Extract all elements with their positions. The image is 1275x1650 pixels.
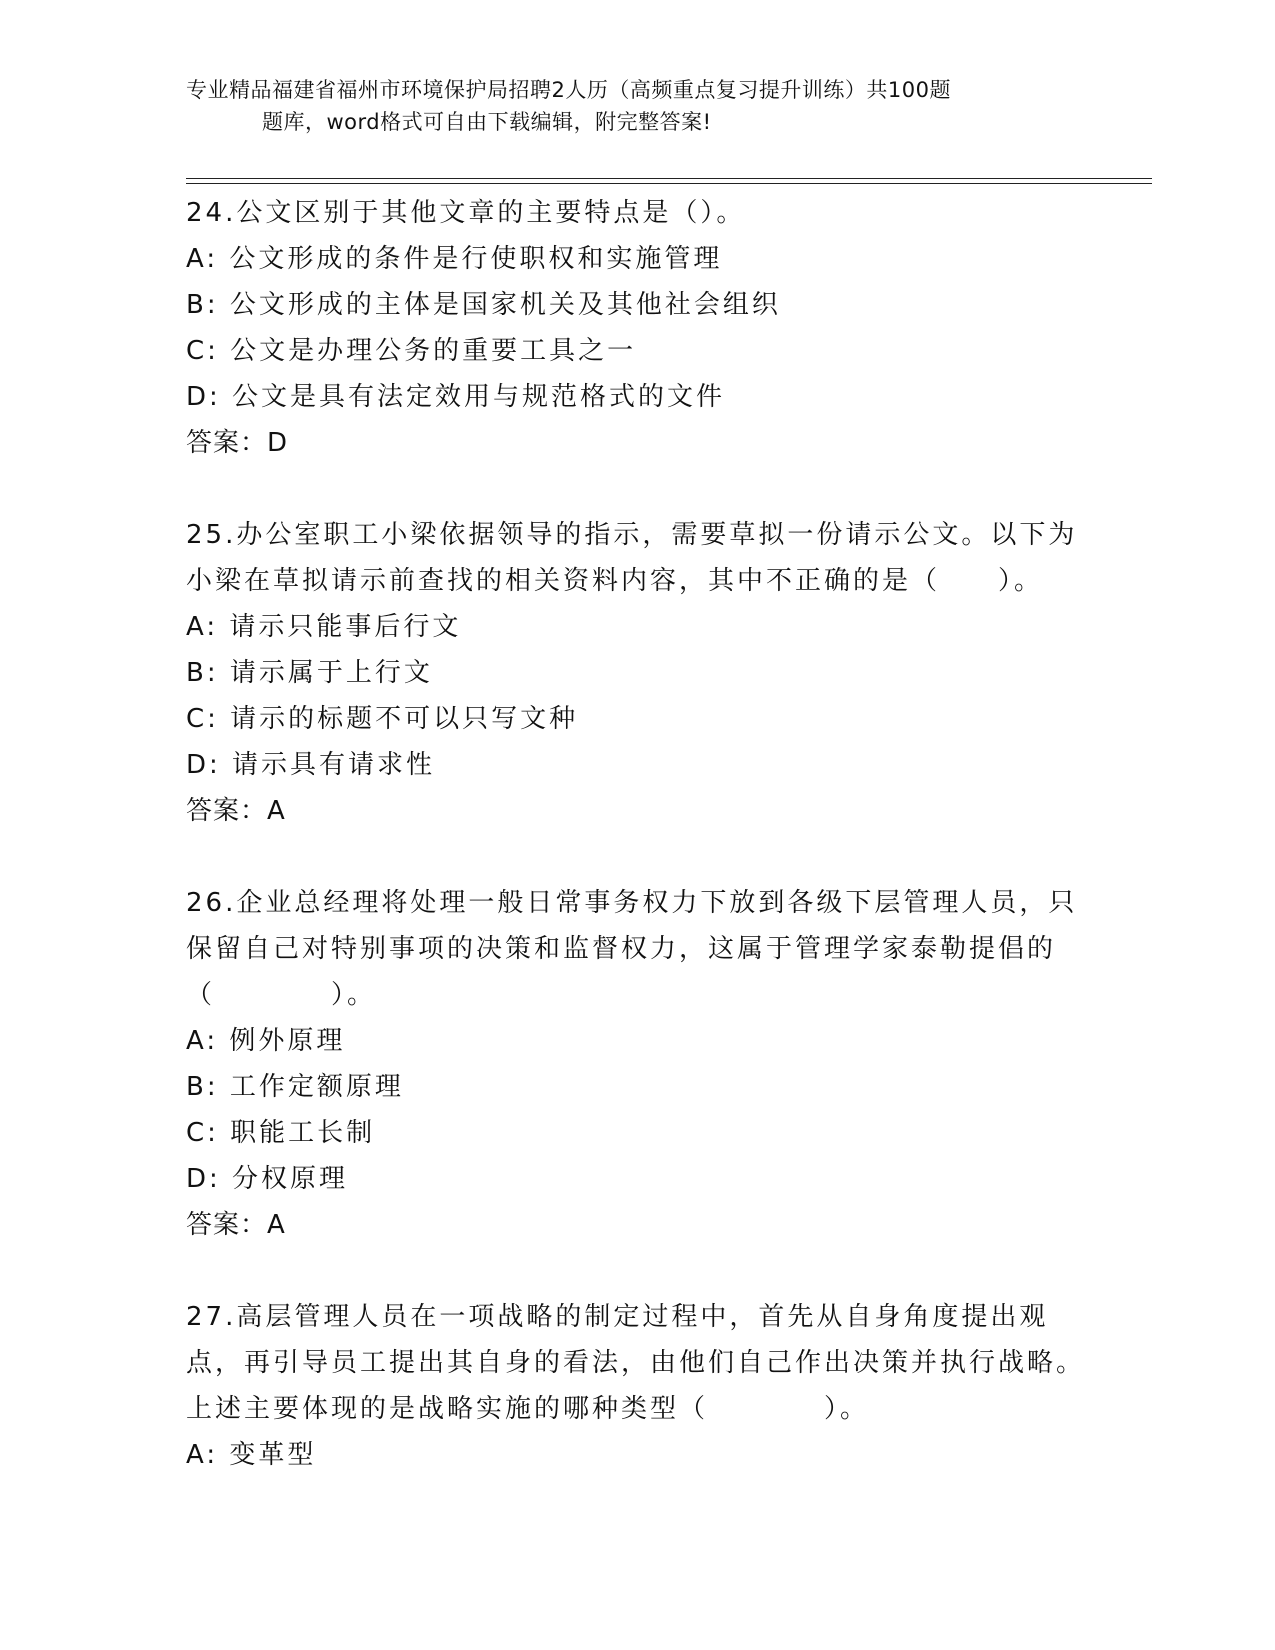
option-c: C: 职能工长制: [186, 1118, 376, 1148]
question-27: [186, 1294, 1106, 1478]
answer-line: 答案：D: [186, 428, 289, 458]
answer-line: 答案：A: [186, 1210, 286, 1240]
question-stem: 25.办公室职工小梁依据领导的指示，需要草拟一份请示公文。以下为小梁在草拟请示前查找的相关资料内容，其中不正确的是（ ）。: [186, 520, 1078, 596]
answer-line: 答案：A: [186, 796, 286, 826]
question-26: [186, 880, 1106, 1248]
question-stem: 27.高层管理人员在一项战略的制定过程中，首先从自身角度提出观点，再引导员工提出其自身的看法，由他们自己作出决策并执行战略。上述主要体现的是战略实施的哪种类型（ ）。: [186, 1302, 1086, 1424]
question-24: [186, 190, 1106, 466]
option-c: C: 请示的标题不可以只写文种: [186, 704, 579, 734]
option-a: A: 例外原理: [186, 1026, 346, 1056]
question-25: [186, 512, 1106, 834]
question-spacer: [186, 1248, 1106, 1294]
option-d: D: 分权原理: [186, 1164, 349, 1194]
option-b: B: 公文形成的主体是国家机关及其他社会组织: [186, 290, 781, 320]
question-list: [186, 190, 1106, 1478]
question-spacer: [186, 466, 1106, 512]
option-b: B: 请示属于上行文: [186, 658, 433, 688]
question-spacer: [186, 834, 1106, 880]
option-b: B: 工作定额原理: [186, 1072, 404, 1102]
header-rule-bottom: [186, 183, 1152, 184]
option-c: C: 公文是办理公务的重要工具之一: [186, 336, 637, 366]
question-stem: 26.企业总经理将处理一般日常事务权力下放到各级下层管理人员，只保留自己对特别事项的决策和监督权力，这属于管理学家泰勒提倡的（ ）。: [186, 888, 1078, 1010]
question-stem: 24.公文区别于其他文章的主要特点是（）。: [186, 198, 746, 228]
option-a: A: 变革型: [186, 1440, 317, 1470]
option-a: A: 公文形成的条件是行使职权和实施管理: [186, 244, 723, 274]
header-rule-top: [186, 178, 1152, 179]
header-title-line2: 题库，word格式可自由下载编辑，附完整答案!: [262, 110, 712, 134]
document-header: [186, 74, 1086, 138]
option-d: D: 公文是具有法定效用与规范格式的文件: [186, 382, 726, 412]
option-a: A: 请示只能事后行文: [186, 612, 462, 642]
header-title-line1: 专业精品福建省福州市环境保护局招聘2人历（高频重点复习提升训练）共100题: [186, 78, 951, 102]
option-d: D: 请示具有请求性: [186, 750, 436, 780]
